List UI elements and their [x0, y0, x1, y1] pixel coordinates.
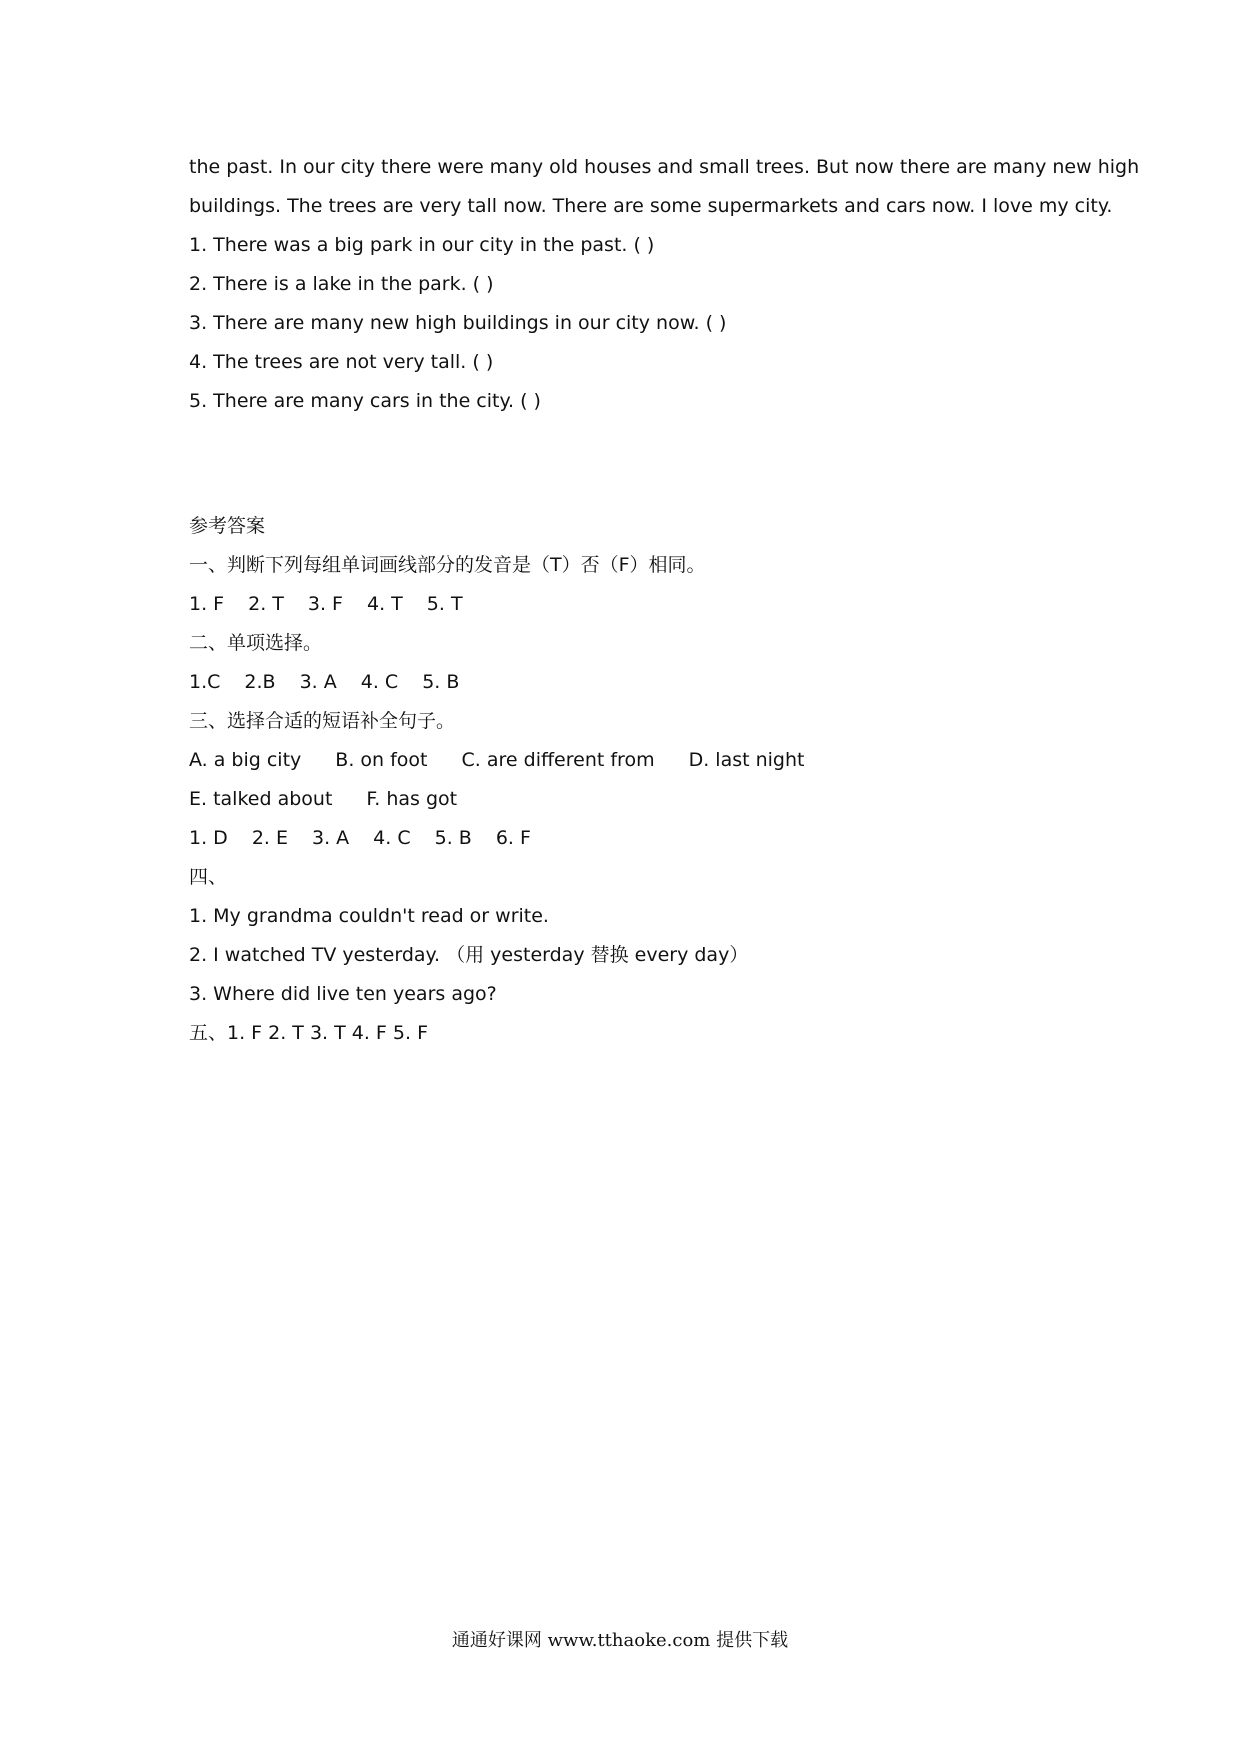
answer-section-4-item-2: 2. I watched TV yesterday. （用 yesterday 替换 every day） — [189, 944, 749, 966]
answer-item: 2.B — [244, 671, 276, 693]
answer-item: 3. F — [307, 593, 343, 615]
page-footer: 通通好课网 www.tthaoke.com 提供下载 — [451, 1630, 789, 1651]
answer-item: 6. F — [495, 827, 531, 849]
answer-item: 5. B — [434, 827, 472, 849]
phrase-option: B. on foot — [335, 749, 428, 771]
answer-item: 3. A — [299, 671, 337, 693]
answer-section-4-item-3: 3. Where did live ten years ago? — [189, 983, 497, 1005]
answer-item: 5. B — [422, 671, 460, 693]
answer-item: 1.C — [189, 671, 221, 693]
answer-section-3-items — [189, 819, 1069, 858]
answer-item: 4. T — [367, 593, 403, 615]
phrase-option: E. talked about — [189, 788, 333, 810]
phrase-option: D. last night — [688, 749, 805, 771]
answer-section-2-title: 二、单项选择。 — [189, 632, 323, 654]
passage-line-2: buildings. The trees are very tall now. There are some supermarkets and cars now. I love my city. — [189, 195, 1113, 217]
answer-item: 3. A — [312, 827, 350, 849]
answer-section-1-title: 一、判断下列每组单词画线部分的发音是（T）否（F）相同。 — [189, 554, 706, 576]
answer-item: 2. E — [251, 827, 288, 849]
answer-section-3-title: 三、选择合适的短语补全句子。 — [189, 710, 456, 732]
answer-section-3-options-row-1 — [189, 741, 1069, 780]
answer-section-2-items — [189, 663, 1069, 702]
question-5: 5. There are many cars in the city. ( ) — [189, 390, 541, 412]
question-4: 4. The trees are not very tall. ( ) — [189, 351, 494, 373]
answer-section-5: 五、1. F 2. T 3. T 4. F 5. F — [189, 1022, 428, 1044]
answer-section-4-title: 四、 — [189, 866, 228, 888]
answer-section-3-options-row-2 — [189, 780, 1069, 819]
question-1: 1. There was a big park in our city in the past. ( ) — [189, 234, 655, 256]
answer-item: 1. F — [189, 593, 225, 615]
answer-item: 4. C — [373, 827, 411, 849]
question-2: 2. There is a lake in the park. ( ) — [189, 273, 494, 295]
answer-section-1-items — [189, 585, 1069, 624]
answer-item: 1. D — [189, 827, 228, 849]
section-gap — [189, 421, 1069, 507]
answers-heading: 参考答案 — [189, 515, 266, 537]
document-content — [189, 148, 1140, 1053]
phrase-option: C. are different from — [461, 749, 655, 771]
answer-item: 2. T — [248, 593, 284, 615]
question-3: 3. There are many new high buildings in our city now. ( ) — [189, 312, 727, 334]
phrase-option: F. has got — [366, 788, 458, 810]
phrase-option: A. a big city — [189, 749, 302, 771]
passage-line-1: the past. In our city there were many old houses and small trees. But now there are many new high — [189, 156, 1140, 178]
answer-item: 5. T — [426, 593, 463, 615]
answer-section-4-item-1: 1. My grandma couldn't read or write. — [189, 905, 549, 927]
answer-item: 4. C — [360, 671, 399, 693]
